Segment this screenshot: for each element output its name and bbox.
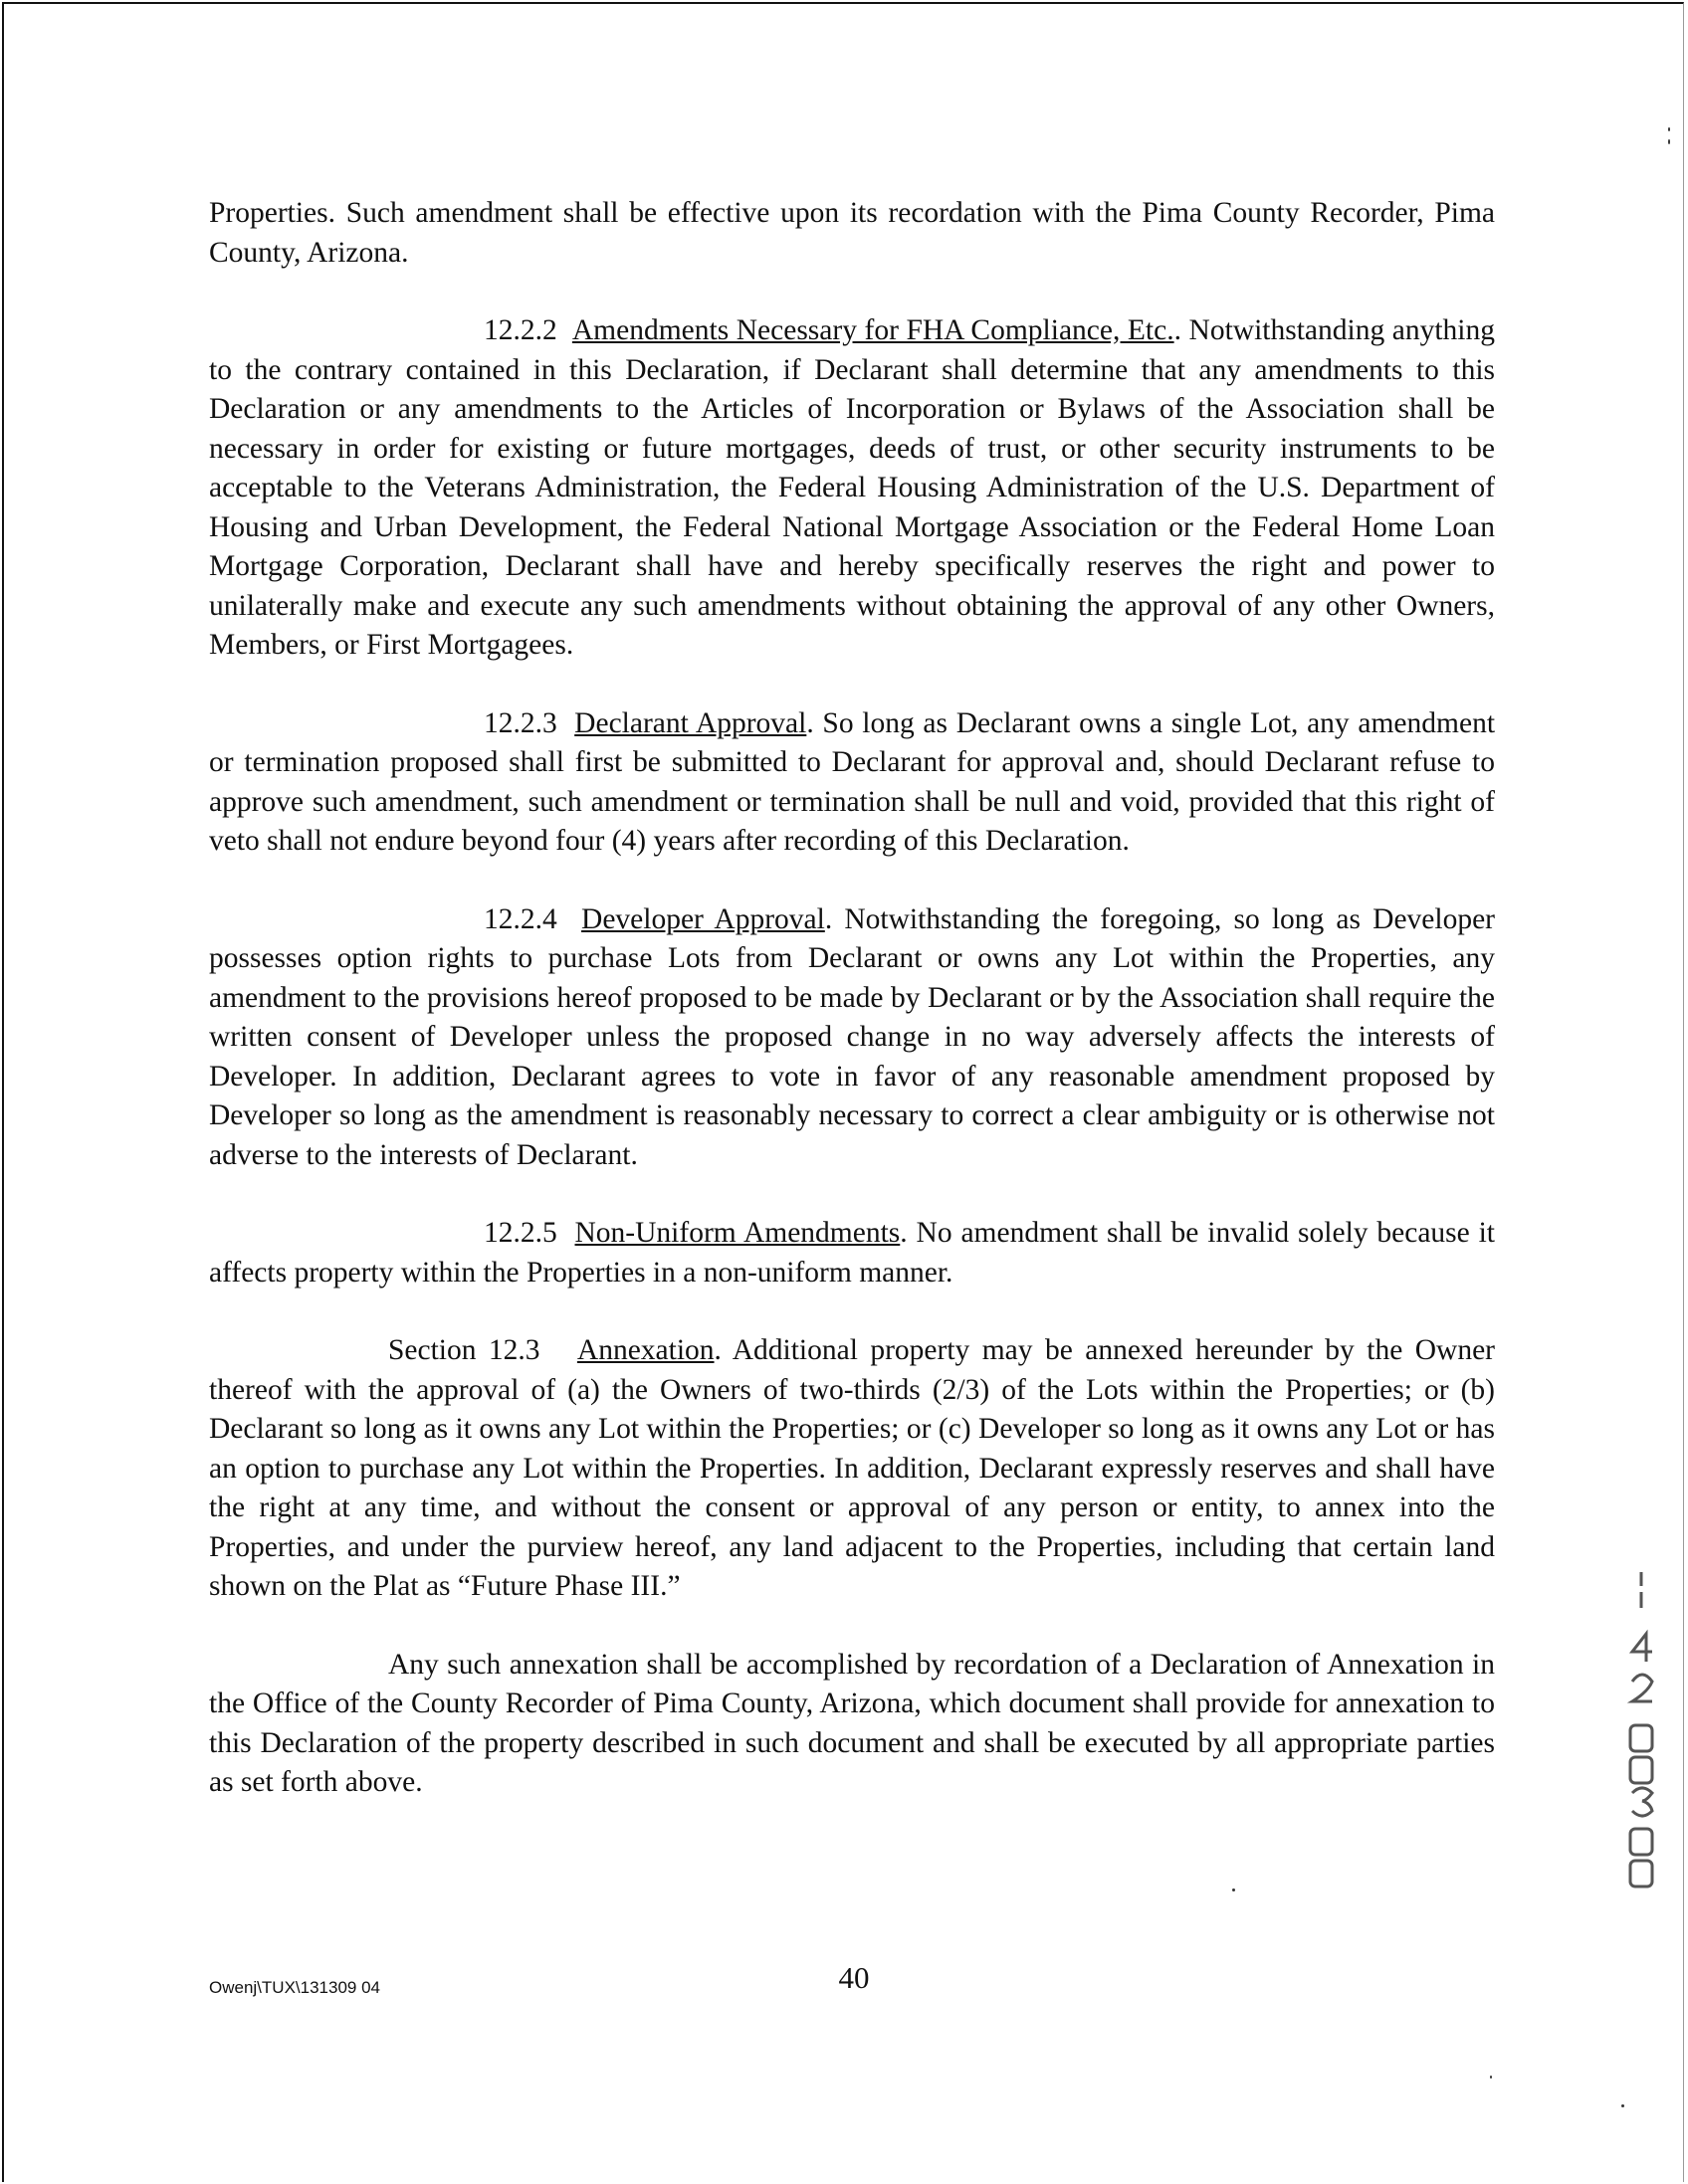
section-12-2-2 xyxy=(209,311,1495,666)
document-body xyxy=(209,194,1495,1842)
scan-speck xyxy=(1490,2076,1492,2079)
section-text: . Notwithstanding the foregoing, so long as Developer possesses option rights to purchase Lots from Declarant or owns any Lot within the Properties, any amendment to the provisions hereof proposed to be made by Declarant or by the Association shall require the written consent of Developer unless the proposed change in no way adversely affects the interests of Developer. In addition, Declarant agrees to vote in favor of any reasonable amendment proposed by Developer so long as the amendment is reasonably necessary to correct a clear ambiguity or is otherwise not adverse to the interests of Declarant. xyxy=(209,902,1495,1171)
scan-speck xyxy=(1668,139,1670,144)
page-number: 40 xyxy=(838,1960,870,1995)
section-number: 12.2.3 xyxy=(484,706,557,739)
section-12-2-4 xyxy=(209,900,1495,1176)
section-12-2-3 xyxy=(209,704,1495,862)
section-text: . So long as Declarant owns a single Lot, any amendment or termination proposed shall first be submitted to Declarant for approval and, should Declarant refuse to approve such amendment, such amendment or termination shall be null and void, provided that this right of veto shall not endure beyond four (4) years after recording of this Declaration. xyxy=(209,706,1496,857)
document-code: Owenj\TUX\131309 04 xyxy=(209,1978,380,1997)
section-number: 12.2.5 xyxy=(484,1217,557,1249)
section-heading: Non-Uniform Amendments xyxy=(574,1217,901,1249)
section-heading: Declarant Approval xyxy=(574,706,807,739)
section-number: 12.2.2 xyxy=(484,314,557,346)
scan-speck xyxy=(1621,2104,1624,2107)
annexation-paragraph: Any such annexation shall be accomplished by recordation of a Declaration of Annexation in the Office of the County Recorder of Pima County, Arizona, which document shall provide for annexation to this Declaration of the property described in such document and shall be executed by all appropriate parties as set forth above. xyxy=(209,1648,1495,1798)
scan-speck xyxy=(1668,127,1670,131)
section-12-3 xyxy=(209,1331,1495,1607)
section-number: 12.2.4 xyxy=(484,902,557,935)
intro-paragraph: Properties. Such amendment shall be effective upon its recordation with the Pima County Recorder, Pima County, Arizona. xyxy=(209,197,1495,269)
section-heading: Annexation xyxy=(576,1334,715,1366)
section-heading: Developer Approval xyxy=(581,902,825,935)
section-heading: Amendments Necessary for FHA Compliance, Etc. xyxy=(571,314,1174,346)
section-text: . No amendment shall be invalid solely because it affects property within the Properties in a non-uniform manner. xyxy=(209,1217,1495,1289)
section-text: . Additional property may be annexed hereunder by the Owner thereof with the approval of (a) the Owners of two-thirds (2/3) of the Lots within the Properties; or (b) Declarant so long as it owns any Lot within the Properties; or (c) Developer so long as it owns any Lot or has an option to purchase any Lot within the Properties. In addition, Declarant expressly reserves and shall have the right at any time, and without the consent or approval of any person or entity, to annex into the Properties, and under the purview hereof, any land adjacent to the Properties, including that certain land shown on the Plat as “Future Phase III.” xyxy=(209,1334,1496,1602)
section-number: Section 12.3 xyxy=(388,1334,540,1366)
section-text: . Notwithstanding anything to the contrary contained in this Declaration, if Declarant shall determine that any amendments to this Declaration or any amendments to the Articles of Incorporation or Bylaws of the Association shall be necessary in order for existing or future mortgages, deeds of trust, or other security instruments to be acceptable to the Veterans Administration, the Federal Housing Administration of the U.S. Department of Housing and Urban Development, the Federal National Mortgage Association or the Federal Home Loan Mortgage Corporation, Declarant shall have and hereby specifically reserves the right and power to unilaterally make and execute any such amendments without obtaining the approval of any other Owners, Members, or First Mortgagees. xyxy=(209,314,1495,661)
scan-speck xyxy=(1232,1888,1235,1891)
section-12-2-5 xyxy=(209,1214,1495,1292)
recording-stamp xyxy=(1624,1562,1660,1900)
